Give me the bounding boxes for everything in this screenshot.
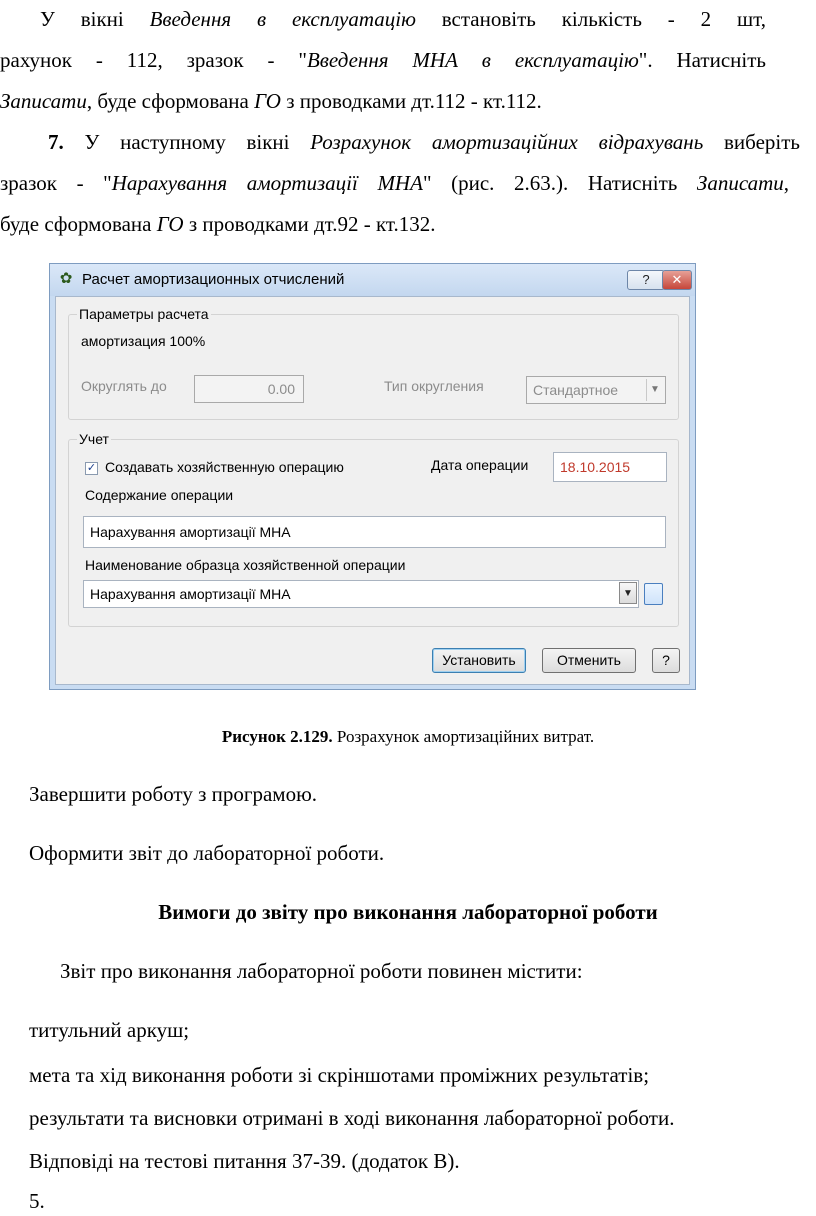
operation-date-input[interactable]: 18.10.2015 xyxy=(553,452,667,482)
params-group xyxy=(68,306,679,420)
round-to-input[interactable]: 0.00 xyxy=(194,375,304,403)
accounting-group-label: Учет xyxy=(79,431,109,447)
set-button[interactable]: Установить xyxy=(432,648,526,673)
finish-text: Завершити роботу з програмою. xyxy=(29,782,318,806)
para2-line1: 7. У наступному вікні Розрахунок амортизаційних відрахувань виберіть xyxy=(48,130,800,154)
list-item: результати та висновки отримані в ході виконання лабораторної роботи. xyxy=(29,1106,675,1130)
operation-template-label: Наименование образца хозяйственной операции xyxy=(85,557,406,573)
help-button[interactable]: ? xyxy=(652,648,680,673)
round-type-label: Тип округления xyxy=(384,378,484,394)
operation-content-label: Содержание операции xyxy=(85,487,234,503)
app-icon: ✿ xyxy=(59,270,73,287)
dialog-client-area xyxy=(55,296,690,685)
para1-line2: рахунок - 112, зразок - "Введення МНА в експлуатацію". Натисніть xyxy=(0,48,766,72)
dialog-titlebar[interactable] xyxy=(50,264,695,296)
titlebar-close-button[interactable]: ✕ xyxy=(662,270,692,290)
operation-template-select[interactable] xyxy=(83,580,639,608)
operation-date-label: Дата операции xyxy=(431,457,529,473)
list-item: Відповіді на тестові питання 37-39. (додаток В). xyxy=(29,1149,460,1173)
cancel-button[interactable]: Отменить xyxy=(542,648,636,673)
para1-line3: Записати, буде сформована ГО з проводками дт.112 - кт.112. xyxy=(0,89,542,113)
params-group-label: Параметры расчета xyxy=(79,306,209,322)
list-item: 5. xyxy=(29,1189,45,1213)
dialog-title: Расчет амортизационных отчислений xyxy=(82,271,345,288)
figure-caption: Рисунок 2.129. Розрахунок амортизаційних витрат. xyxy=(221,727,595,746)
template-browse-button[interactable] xyxy=(644,583,663,605)
chevron-down-icon[interactable]: ▼ xyxy=(619,582,637,604)
amortization-percent-text: амортизация 100% xyxy=(81,333,206,349)
report-text: Оформити звіт до лабораторної роботи. xyxy=(29,841,385,865)
para2-line2: зразок - "Нарахування амортизації МНА" (рис. 2.63.). Натисніть Записати, xyxy=(0,171,790,195)
chevron-down-icon: ▼ xyxy=(646,379,663,401)
round-type-value: Стандартное xyxy=(533,382,619,398)
operation-template-value: Нарахування амортизації МНА xyxy=(90,586,291,602)
para2-line3: буде сформована ГО з проводками дт.92 - кт.132. xyxy=(0,212,436,236)
round-to-label: Округлять до xyxy=(81,378,167,394)
create-operation-checkbox[interactable]: ✓ xyxy=(86,462,97,474)
round-type-select[interactable] xyxy=(526,376,666,404)
operation-content-input[interactable]: Нарахування амортизації МНА xyxy=(83,516,666,548)
titlebar-help-button[interactable]: ? xyxy=(627,270,665,290)
list-item: мета та хід виконання роботи зі скріншотами проміжних результатів; xyxy=(29,1063,650,1087)
accounting-group xyxy=(68,431,679,627)
requirements-heading: Вимоги до звіту про виконання лабораторної роботи xyxy=(158,900,658,924)
para1-line1: У вікні Введення в експлуатацію встановіть кількість - 2 шт, xyxy=(40,7,766,31)
create-operation-label[interactable]: Создавать хозяйственную операцию xyxy=(105,459,344,475)
amortization-dialog xyxy=(49,263,696,690)
report-intro: Звіт про виконання лабораторної роботи повинен містити: xyxy=(60,959,583,983)
list-item: титульний аркуш; xyxy=(29,1018,190,1042)
